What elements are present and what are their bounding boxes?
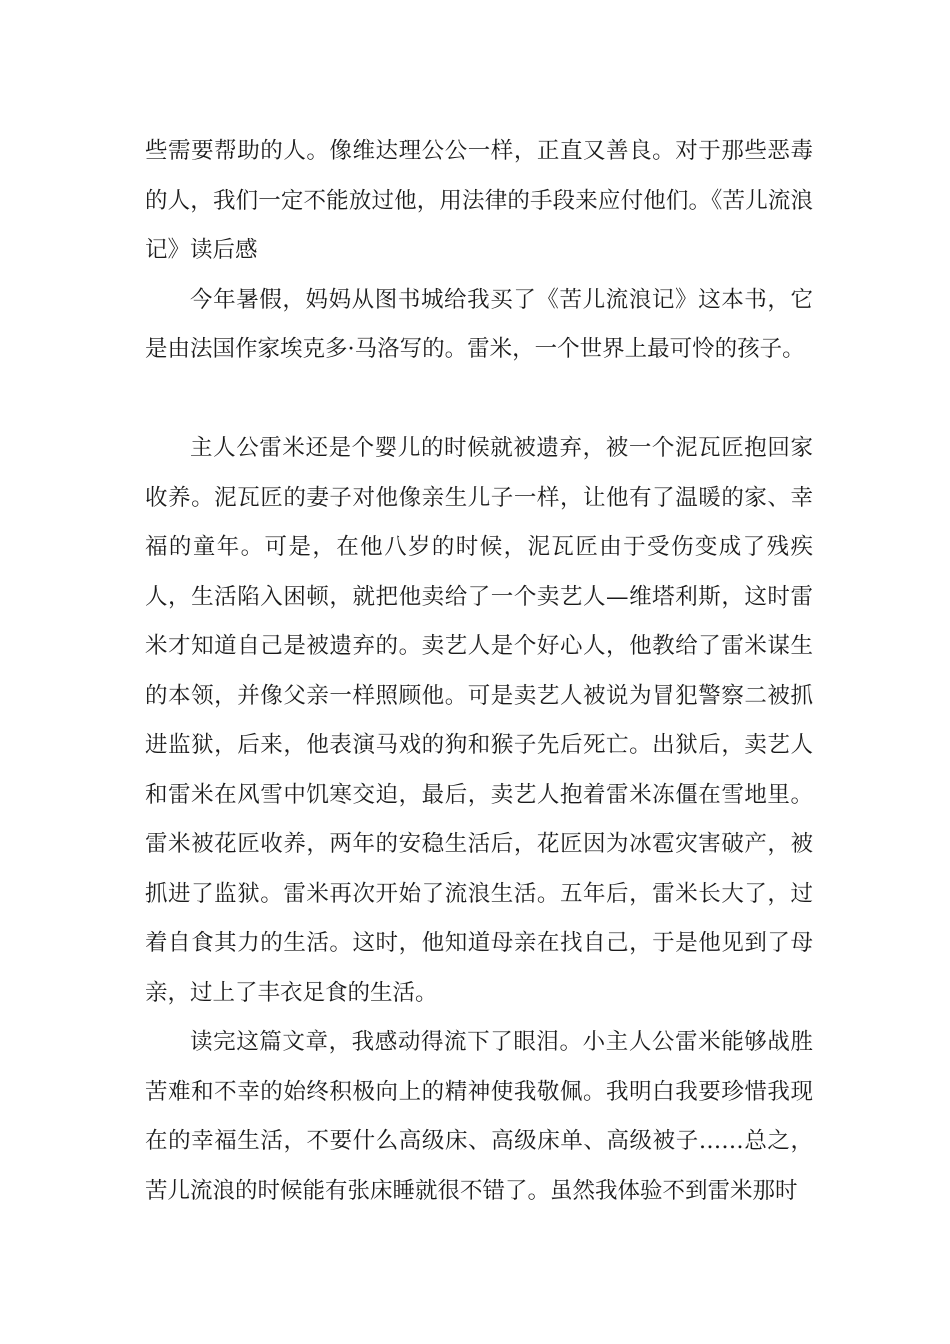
document-body [145, 127, 813, 1216]
paragraph-continuation: 些需要帮助的人。像维达理公公一样，正直又善良。对于那些恶毒的人，我们一定不能放过他，用法律的手段来应付他们。《苦儿流浪记》读后感 [145, 138, 813, 263]
paragraph-intro: 今年暑假，妈妈从图书城给我买了《苦儿流浪记》这本书，它是由法国作家埃克多·马洛写的。雷米，一个世界上最可怜的孩子。 [145, 286, 813, 362]
paragraph-gap [145, 375, 813, 425]
paragraph-summary: 主人公雷米还是个婴儿的时候就被遗弃，被一个泥瓦匠抱回家收养。泥瓦匠的妻子对他像亲生儿子一样，让他有了温暖的家、幸福的童年。可是，在他八岁的时候，泥瓦匠由于受伤变成了残疾人，生活陷入困顿，就把他卖给了一个卖艺人—维塔利斯，这时雷米才知道自己是被遗弃的。卖艺人是个好心人，他教给了雷米谋生的本领，并像父亲一样照顾他。可是卖艺人被说为冒犯警察二被抓进监狱，后来，他表演马戏的狗和猴子先后死亡。出狱后，卖艺人和雷米在风雪中饥寒交迫，最后，卖艺人抱着雷米冻僵在雪地里。雷米被花匠收养，两年的安稳生活后，花匠因为冰雹灾害破产，被抓进了监狱。雷米再次开始了流浪生活。五年后，雷米长大了，过着自食其力的生活。这时，他知道母亲在找自己，于是他见到了母亲，过上了丰衣足食的生活。 [145, 435, 813, 1006]
paragraph-reflection: 读完这篇文章，我感动得流下了眼泪。小主人公雷米能够战胜苦难和不幸的始终积极向上的精神使我敬佩。我明白我要珍惜我现在的幸福生活，不要什么高级床、高级床单、高级被子……总之，苦儿流浪的时候能有张床睡就很不错了。虽然我体验不到雷米那时 [145, 1029, 813, 1204]
